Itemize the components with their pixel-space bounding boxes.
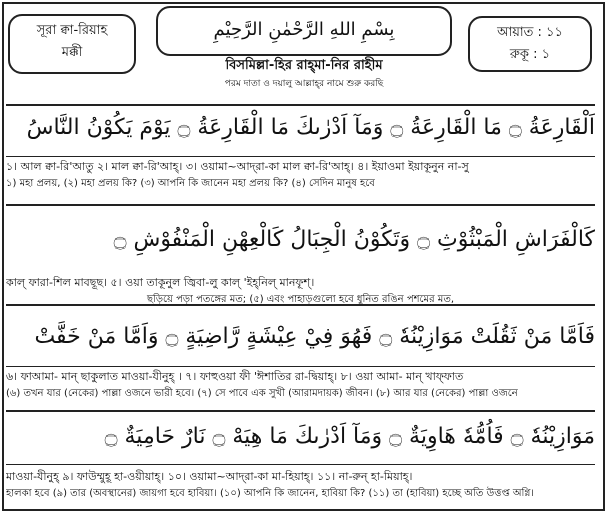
divider: [6, 410, 595, 412]
transliteration-line: ৬। ফাআমা- মান্‌ ছাকুলাত মাওয়া-যীনুহ্‌ । ৭। ফাহুওয়া ফী 'ঈশাতির রা-দ্বিয়াহ্‌। ৮। ওয়া আমা- মান্‌ খাফ্‌ফাত: [6, 370, 464, 383]
verse-block-3: [6, 312, 595, 402]
bismillah-box: [156, 6, 452, 56]
ayat-count: আয়াত : ১১: [497, 25, 563, 40]
surah-header: [6, 6, 596, 98]
ruku-count: রুকূ : ১: [509, 47, 551, 62]
verse-block-2: [6, 212, 595, 308]
transliteration-line: ১। আল ক্বা-রি'আতু ২। মাল ক্বা-রি'আহ্‌। ৩। ওয়ামা~আদ্‌রা-কা মাল ক্বা-রি'আহ্‌। ৪। ইয়াওমা ইয়াকূনুন না-সু: [6, 160, 469, 173]
verse-block-1: [6, 108, 595, 192]
divider: [6, 156, 595, 157]
meaning-line: ছড়িয়ে পড়া পতঙ্গের মত; (৫) এবং পাহাড়গুলো হবে ধুনিত রঙিন পশমের মত,: [146, 294, 455, 305]
divider: [6, 204, 595, 206]
meaning-line: ১) মহা প্রলয়, (২) মহা প্রলয় কি? (৩) আপনি কি জানেন মহা প্রলয় কি? (৪) সেদিন মানুষ হবে: [6, 178, 375, 189]
bismillah-arabic: بِسْمِ اللهِ الرَّحْمٰنِ الرَّحِيْمِ: [213, 19, 395, 40]
surah-info-box: [8, 14, 136, 74]
revelation-place: মক্কী: [61, 45, 83, 60]
arabic-line: اَلْقَارِعَةُ ۝ مَا الْقَارِعَةُ ۝ وَمَآ اَدْرٰىكَ مَا الْقَارِعَةُ ۝ يَوْمَ يَكُوْنُ النَّاسُ: [26, 115, 595, 140]
arabic-line: مَوَازِيْنُهٗ ۝ فَاُمُّهٗ هَاوِيَةٌ ۝ وَمَآ اَدْرٰىكَ مَا هِيَهْ ۝ نَارٌ حَامِيَةٌ ۝: [104, 424, 595, 449]
arabic-line: فَاَمَّا مَنْ ثَقُلَتْ مَوَازِيْنُهٗ ۝ فَهُوَ فِيْ عِيْشَةٍ رَّاضِيَةٍ ۝ وَاَمَّا مَنْ خَفَّتْ: [34, 324, 595, 349]
transliteration-line: কাল্‌ ফারা-শিল মাবছূছ। ৫। ওয়া তাকূনুল জ্বিবা-লু কাল্‌ 'ইহ্‌নিল্‌ মানফূশ্‌।: [6, 276, 315, 289]
divider: [6, 366, 595, 367]
arabic-line: كَالْفَرَاشِ الْمَبْثُوْثِ ۝ وَتَكُوْنُ الْجِبَالُ كَالْعِهْنِ الْمَنْفُوْشِ ۝: [113, 227, 595, 252]
verse-block-4: [6, 414, 595, 502]
divider: [6, 104, 595, 106]
meaning-line: (৬) তখন যার (নেকের) পাল্লা ওজনে ভারী হবে। (৭) সে পাবে এক সুখী (আরামদায়ক) জীবন। (৮) আর যার (নেকের) পাল্লা ওজনে: [6, 388, 518, 399]
transliteration-line: মাওয়া-যীনুহ্‌ ৯। ফাউম্মুহূ হা-ওয়ীয়াহ্‌। ১০। ওয়ামা~আদ্‌রা-কা মা-হিয়াহ্‌। ১১। না-রুন্‌ হা-মিয়াহ্‌।: [6, 470, 413, 483]
ayah-info-box: [468, 16, 592, 72]
meaning-line: হালকা হবে (৯) তার (অবস্থানের) জায়গা হবে হাবিয়া। (১০) আপনি কি জানেন, হাবিয়া কি? (১১) তা (হাবিয়া) হচ্ছে অতি উত্তপ্ত অগ্নি।: [6, 488, 534, 499]
bismillah-meaning: পরম দাতা ও দয়ালু আল্লাহ্‌র নামে শুরু করছি: [224, 79, 384, 89]
divider: [6, 304, 595, 306]
surah-name: সূরা ক্বা-রিয়াহ: [36, 23, 108, 38]
divider: [6, 464, 595, 465]
bismillah-translit: বিসমিল্লা-হির রাহ্‌মা-নির রাহীম: [225, 58, 383, 73]
